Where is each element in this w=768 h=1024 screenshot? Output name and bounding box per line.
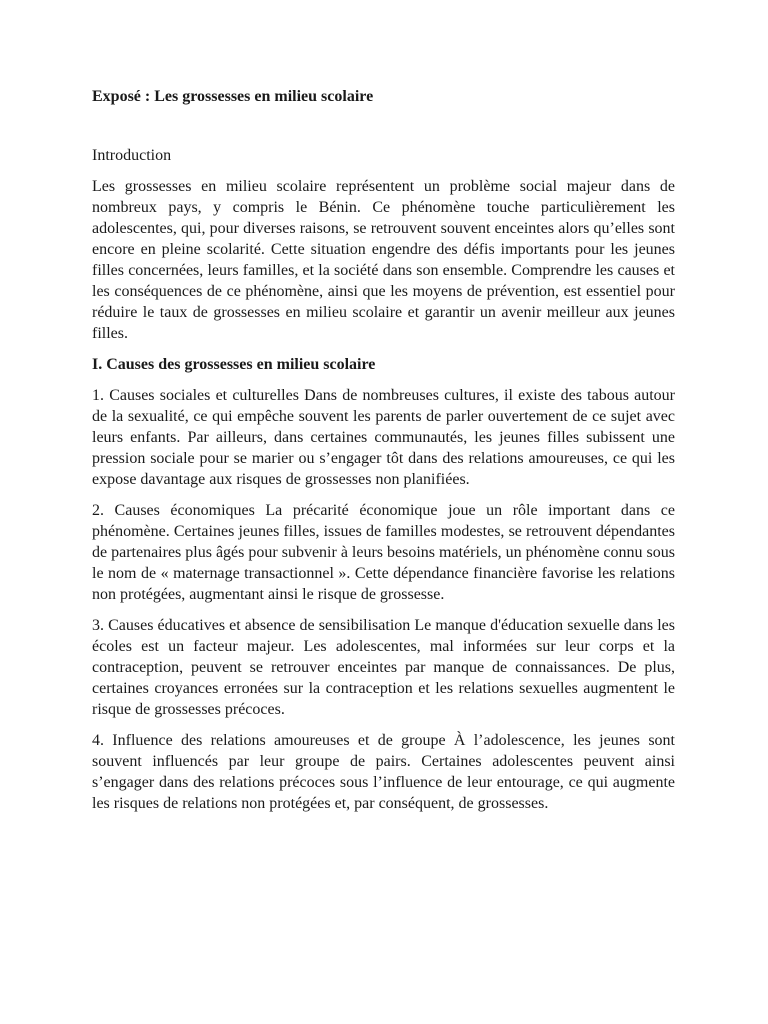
introduction-label: Introduction: [92, 147, 172, 164]
paragraph-influence-relations: 4. Influence des relations amoureuses et de groupe À l’adolescence, les jeunes sont souvent influencés par leur groupe de pairs. Certaines adolescentes peuvent ainsi s’engager dans des relations précoces sous l’influence de leur entourage, ce qui augmente les risques de relations non protégées et, par conséquent, de grossesses.: [92, 732, 675, 812]
section-heading-causes: I. Causes des grossesses en milieu scolaire: [92, 356, 376, 373]
introduction-paragraph: Les grossesses en milieu scolaire représentent un problème social majeur dans de nombreux pays, y compris le Bénin. Ce phénomène touche particulièrement les adolescentes, qui, pour diverses raisons, se retrouvent souvent enceintes alors qu’elles sont encore en pleine scolarité. Cette situation engendre des défis importants pour les jeunes filles concernées, leurs familles, et la société dans son ensemble. Comprendre les causes et les conséquences de ce phénomène, ainsi que les moyens de prévention, est essentiel pour réduire le taux de grossesses en milieu scolaire et garantir un avenir meilleur aux jeunes filles.: [92, 178, 675, 342]
document-title: Exposé : Les grossesses en milieu scolaire: [92, 88, 374, 105]
paragraph-causes-educatives: 3. Causes éducatives et absence de sensibilisation Le manque d'éducation sexuelle dans les écoles est un facteur majeur. Les adolescentes, mal informées sur leur corps et la contraception, peuvent se retrouver enceintes par manque de connaissances. De plus, certaines croyances erronées sur la contraception et les relations sexuelles augmentent le risque de grossesses précoces.: [92, 617, 675, 718]
document-page: [92, 86, 675, 814]
paragraph-causes-sociales: 1. Causes sociales et culturelles Dans de nombreuses cultures, il existe des tabous autour de la sexualité, ce qui empêche souvent les parents de parler ouvertement de ce sujet avec leurs enfants. Par ailleurs, dans certaines communautés, les jeunes filles subissent une pression sociale pour se marier ou s’engager tôt dans des relations amoureuses, ce qui les expose davantage aux risques de grossesses non planifiées.: [92, 387, 675, 488]
paragraph-causes-economiques: 2. Causes économiques La précarité économique joue un rôle important dans ce phénomène. Certaines jeunes filles, issues de familles modestes, se retrouvent dépendantes de partenaires plus âgés pour subvenir à leurs besoins matériels, un phénomène connu sous le nom de « maternage transactionnel ». Cette dépendance financière favorise les relations non protégées, augmentant ainsi le risque de grossesse.: [92, 502, 675, 603]
